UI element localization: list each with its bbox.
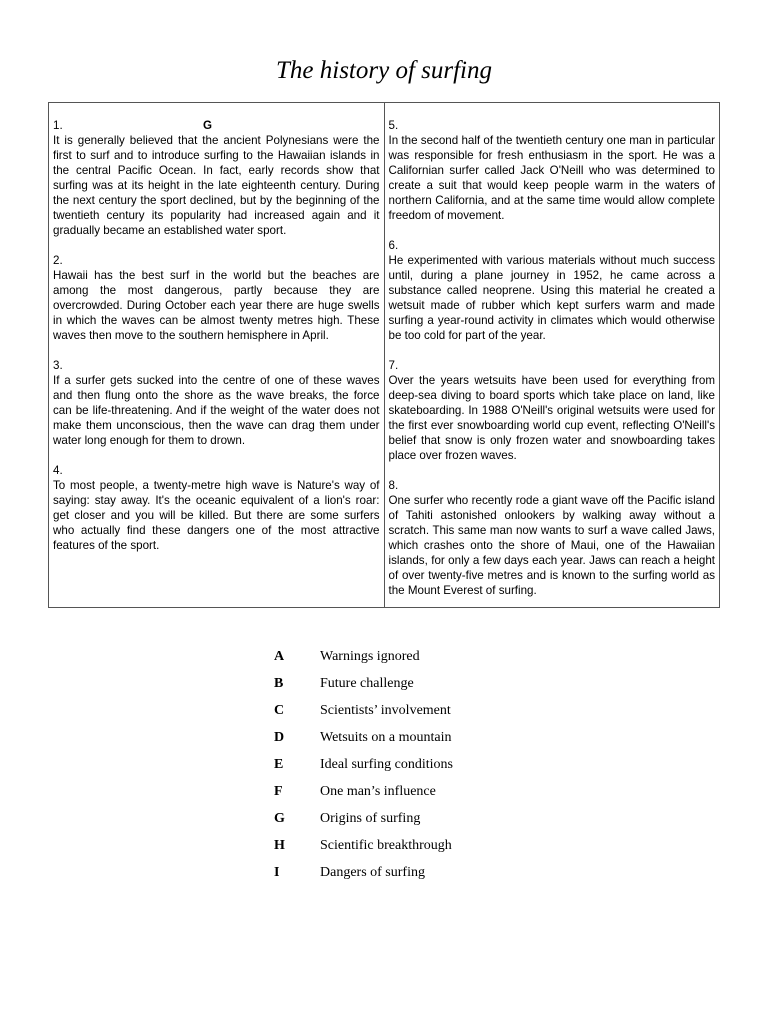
page-title: The history of surfing (276, 57, 492, 84)
option-text: Scientific breakthrough (320, 837, 452, 853)
option-letter: G (274, 810, 285, 826)
paragraph-8 (389, 478, 716, 598)
option-item (274, 778, 453, 805)
paragraph-number: 4. (53, 464, 63, 477)
option-letter: F (274, 783, 283, 799)
paragraph-7 (389, 358, 716, 463)
option-item (274, 832, 453, 859)
option-item (274, 859, 453, 886)
option-text: One man’s influence (320, 783, 436, 799)
heading-options-list (274, 644, 453, 886)
option-text: Ideal surfing conditions (320, 757, 453, 772)
option-letter: H (274, 837, 285, 853)
paragraph-text: Over the years wetsuits have been used for everything from deep-sea diving to board sports which take place on land, like skateboarding. In 1988 O'Neill's original wetsuits were used for the first ever snowboarding world cup event, reflecting O'Neill's belief that snow is only frozen water and snowboarding takes place over frozen waves. (388, 374, 715, 462)
option-item (274, 698, 453, 725)
option-letter: C (274, 703, 285, 719)
option-item (274, 725, 453, 752)
paragraph-number: 7. (388, 359, 399, 372)
option-letter: E (274, 757, 284, 772)
right-column (385, 103, 720, 607)
option-item (274, 644, 453, 671)
paragraph-number: 3. (53, 359, 63, 372)
paragraph-text: It is generally believed that the ancient Polynesians were the first to surf and to introduce surfing to the Hawaiian islands in the central Pacific Ocean. In fact, early records show that surfing was at its height in the late eighteenth century. During the next century the sport declined, but by the beginning of the twentieth century its popularity had increased again and it gradually became an established water sport. (53, 134, 380, 237)
paragraph-2 (53, 253, 380, 343)
paragraph-4 (53, 463, 380, 553)
option-text: Future challenge (320, 676, 414, 692)
option-item (274, 805, 453, 832)
option-item (274, 752, 453, 779)
paragraph-text: One surfer who recently rode a giant wave off the Pacific island of Tahiti astonished onlookers by walking away without a scratch. This same man now wants to surf a wave called Jaws, which crashes onto the shore of Maui, one of the Hawaiian islands, for only a few days each year. Jaws can reach a height of over twenty-five metres and is known to the surfing world as the Mount Everest of surfing. (388, 494, 715, 597)
option-letter: I (274, 864, 280, 880)
paragraph-number: 5. (388, 119, 399, 132)
paragraph-text: To most people, a twenty-metre high wave is Nature's way of saying: stay away. It's the oceanic equivalent of a lion's roar: get closer and you will be killed. But there are some surfers who actually find these dangers one of the most attractive features of the sport. (53, 479, 380, 552)
option-letter: D (274, 730, 285, 746)
option-text: Wetsuits on a mountain (320, 730, 452, 746)
paragraph-number: 2. (53, 254, 63, 267)
paragraph-text: Hawaii has the best surf in the world but the beaches are among the most dangerous, partly because they are overcrowded. During October each year there are huge swells in which the waves can be almost twenty metres high. These waves then move to the southern hemisphere in April. (53, 269, 380, 342)
paragraph-number: 1. G (53, 119, 213, 132)
paragraph-table (48, 102, 720, 608)
paragraph-number: 6. (388, 239, 399, 252)
option-text: Scientists’ involvement (320, 703, 451, 719)
option-text: Dangers of surfing (320, 864, 425, 880)
paragraph-text: He experimented with various materials without much success until, during a plane journey in 1952, he came across a substance called neoprene. Using this material he created a wetsuit made of rubber which kept surfers warm and made surfing a year-round activity in climates which would otherwise be too cold for part of the year. (388, 254, 715, 342)
paragraph-6 (389, 238, 716, 343)
paragraph-3 (53, 358, 380, 448)
paragraph-5 (389, 118, 716, 223)
option-item (274, 671, 453, 698)
paragraph-text: If a surfer gets sucked into the centre of one of these waves and then flung onto the shore as the wave breaks, the force can be life-threatening. And if the weight of the water does not make them unconscious, then the wave can drag them under water long enough for them to drown. (53, 374, 380, 447)
paragraph-1 (53, 118, 380, 238)
option-text: Warnings ignored (320, 649, 420, 665)
paragraph-number: 8. (388, 479, 399, 492)
paragraph-text: In the second half of the twentieth century one man in particular was responsible for fresh enthusiasm in the sport. He was a Californian surfer called Jack O'Neill who was determined to create a suit that would keep people warm in the waters of northern California, and at the same time would allow complete freedom of movement. (388, 134, 715, 222)
option-letter: B (274, 676, 284, 692)
option-letter: A (274, 649, 285, 665)
answer-letter: G (203, 119, 213, 132)
option-text: Origins of surfing (320, 810, 421, 826)
left-column (49, 103, 385, 607)
